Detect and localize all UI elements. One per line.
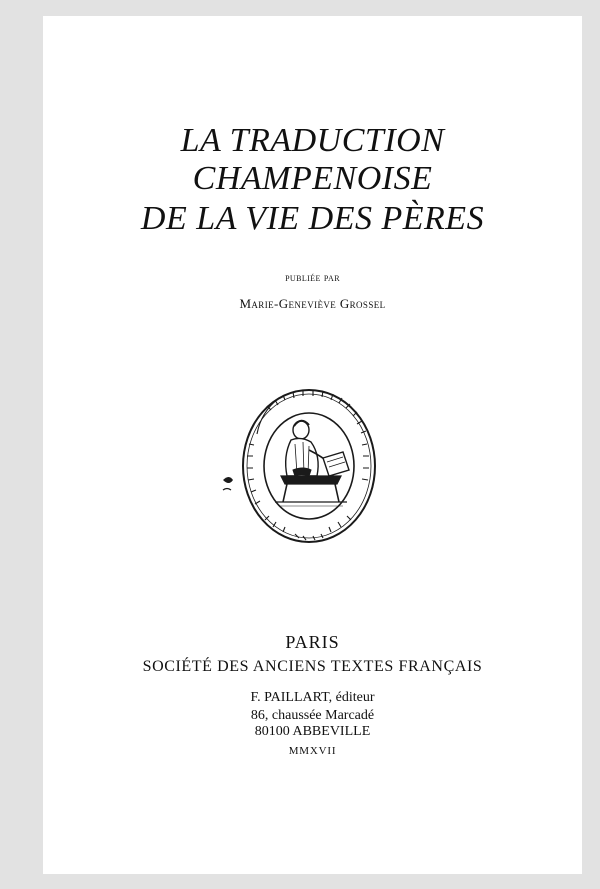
imprint-city: PARIS [285, 632, 340, 652]
title-page [43, 16, 582, 874]
imprint-publisher: F. PAILLART, éditeur [250, 690, 375, 705]
imprint-address: 86, chaussée Marcadé [250, 708, 375, 723]
title-line-1: LA TRADUCTION [180, 122, 445, 159]
published-by-label: publiée par [285, 272, 340, 284]
imprint-year: MMXVII [288, 745, 337, 757]
title-line-3: DE LA VIE DES PÈRES [140, 200, 485, 237]
imprint-society: SOCIÉTÉ DES ANCIENS TEXTES FRANÇAIS [142, 658, 483, 675]
society-seal-icon [209, 384, 413, 554]
editor-name: Marie-Geneviève Grossel [239, 296, 386, 311]
imprint-postal: 80100 ABBEVILLE [254, 724, 371, 739]
title-line-2: CHAMPENOISE [192, 160, 433, 197]
